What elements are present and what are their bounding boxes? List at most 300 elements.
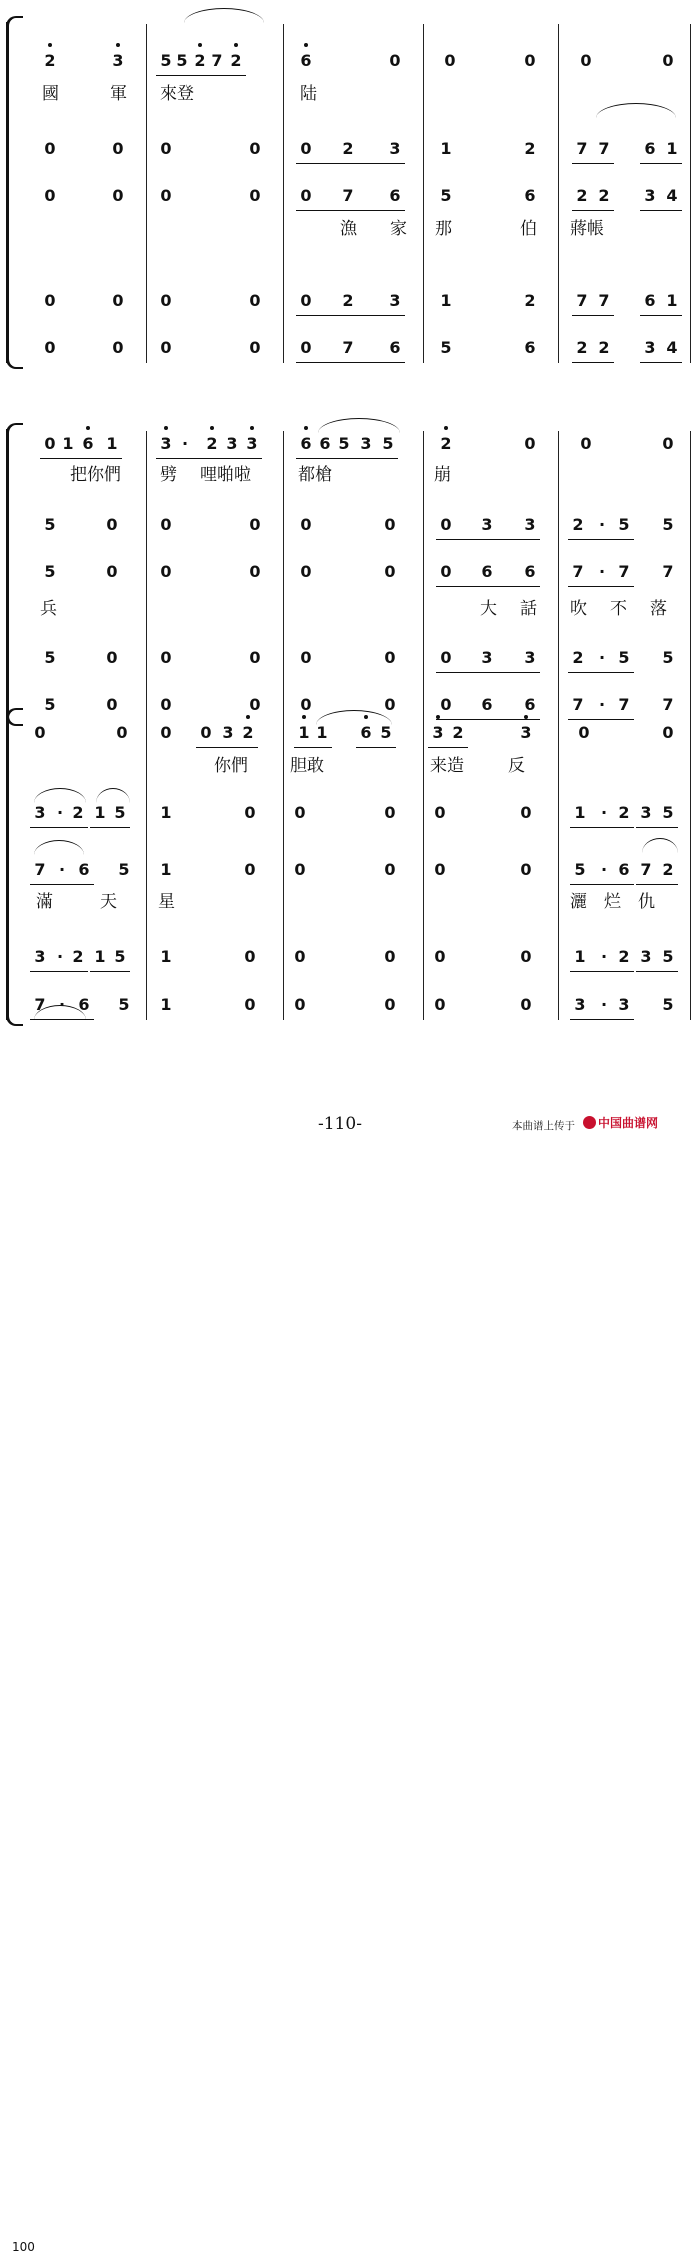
note-3: 3 — [226, 434, 238, 453]
note-0: 0 — [112, 291, 124, 310]
staff-row — [0, 429, 700, 459]
note-dot: · — [58, 860, 66, 879]
staff-row — [0, 181, 700, 211]
note-7: 7 — [598, 291, 610, 310]
note-3: 3 — [481, 648, 493, 667]
beam-underline — [156, 75, 246, 76]
note-2: 2 — [662, 860, 674, 879]
note-2: 2 — [342, 291, 354, 310]
beam-underline — [428, 747, 468, 748]
beam-underline — [196, 747, 258, 748]
note-5: 5 — [662, 648, 674, 667]
note-2: 2 — [598, 186, 610, 205]
note-2: 2 — [434, 429, 458, 459]
note-3: 3 — [524, 515, 536, 534]
note-0: 0 — [294, 860, 306, 879]
note-1: 1 — [440, 291, 452, 310]
note-0: 0 — [160, 695, 172, 714]
note-6: 6 — [524, 186, 536, 205]
lyric-word: 家 — [390, 219, 407, 239]
note-7: 7 — [576, 291, 588, 310]
note-dot: · — [56, 803, 64, 822]
note-dot: · — [600, 860, 608, 879]
lyric-word: 灑 — [570, 892, 587, 912]
note-0: 0 — [112, 338, 124, 357]
note-3: 3 — [426, 718, 450, 748]
note-0: 0 — [160, 186, 172, 205]
lyric-word: 那 — [435, 219, 452, 239]
lyric-word: 不 — [610, 599, 627, 619]
beam-underline — [296, 163, 405, 164]
beam-underline — [572, 210, 614, 211]
note-7: 7 — [640, 860, 652, 879]
note-1: 1 — [316, 723, 328, 742]
note-0: 0 — [249, 562, 261, 581]
note-6: 6 — [389, 186, 401, 205]
note-0: 0 — [384, 695, 396, 714]
note-0: 0 — [44, 291, 56, 310]
note-5: 5 — [160, 51, 172, 70]
note-0: 0 — [249, 338, 261, 357]
note-0: 0 — [384, 648, 396, 667]
note-7: 7 — [572, 562, 584, 581]
beam-underline — [640, 210, 682, 211]
note-2: 2 — [524, 291, 536, 310]
note-2: 2 — [224, 46, 248, 76]
note-6: 6 — [481, 695, 493, 714]
note-6: 6 — [78, 860, 90, 879]
note-5: 5 — [114, 803, 126, 822]
note-1: 1 — [106, 434, 118, 453]
slur-mark — [318, 418, 400, 433]
note-3: 3 — [106, 46, 130, 76]
note-2: 2 — [576, 186, 588, 205]
note-3: 3 — [154, 429, 178, 459]
note-7: 7 — [34, 860, 46, 879]
note-2: 2 — [72, 947, 84, 966]
staff-row — [0, 643, 700, 673]
lyric-word: 軍 — [110, 84, 127, 104]
note-0: 0 — [106, 515, 118, 534]
beam-underline — [640, 362, 682, 363]
lyric-word: 烂 — [604, 892, 621, 912]
note-3: 3 — [640, 947, 652, 966]
note-dot: · — [181, 434, 189, 453]
note-1: 1 — [160, 995, 172, 1014]
note-0: 0 — [300, 139, 312, 158]
note-5: 5 — [382, 434, 394, 453]
lyric-word: 劈 — [160, 465, 177, 485]
note-3: 3 — [222, 723, 234, 742]
note-2: 2 — [236, 718, 260, 748]
note-3: 3 — [240, 429, 264, 459]
note-7: 7 — [342, 338, 354, 357]
note-2: 2 — [72, 803, 84, 822]
note-0: 0 — [44, 186, 56, 205]
note-5: 5 — [574, 860, 586, 879]
note-0: 0 — [249, 695, 261, 714]
lyric-word: 伯 — [520, 219, 537, 239]
note-dot: · — [58, 995, 66, 1014]
note-0: 0 — [434, 995, 446, 1014]
note-0: 0 — [300, 648, 312, 667]
beam-underline — [568, 539, 634, 540]
note-3: 3 — [618, 995, 630, 1014]
beam-underline — [356, 747, 396, 748]
site-logo-text: 中国曲谱网 — [598, 1116, 659, 1130]
beam-underline — [30, 827, 88, 828]
note-0: 0 — [520, 995, 532, 1014]
note-0: 0 — [300, 291, 312, 310]
note-5: 5 — [118, 995, 130, 1014]
staff-row — [0, 557, 700, 587]
note-3: 3 — [360, 434, 372, 453]
note-0: 0 — [580, 51, 592, 70]
note-6: 6 — [319, 434, 331, 453]
note-6: 6 — [389, 338, 401, 357]
note-6: 6 — [294, 46, 318, 76]
note-0: 0 — [249, 648, 261, 667]
lyrics-line — [0, 461, 700, 489]
note-1: 1 — [94, 947, 106, 966]
note-1: 1 — [160, 860, 172, 879]
note-0: 0 — [244, 947, 256, 966]
beam-underline — [436, 586, 540, 587]
note-0: 0 — [244, 995, 256, 1014]
staff-row — [0, 990, 700, 1020]
note-3: 3 — [481, 515, 493, 534]
note-0: 0 — [249, 186, 261, 205]
note-1: 1 — [94, 803, 106, 822]
note-0: 0 — [662, 434, 674, 453]
note-5: 5 — [338, 434, 350, 453]
staff-row — [0, 286, 700, 316]
system-3 — [0, 710, 700, 1105]
note-3: 3 — [34, 947, 46, 966]
note-5: 5 — [618, 515, 630, 534]
note-1: 1 — [160, 803, 172, 822]
staff-row — [0, 333, 700, 363]
beam-underline — [640, 315, 682, 316]
note-6: 6 — [644, 139, 656, 158]
note-3: 3 — [389, 291, 401, 310]
note-5: 5 — [118, 860, 130, 879]
note-0: 0 — [294, 803, 306, 822]
note-0: 0 — [524, 51, 536, 70]
note-3: 3 — [574, 995, 586, 1014]
note-2: 2 — [572, 648, 584, 667]
lyric-word: 星 — [158, 892, 175, 912]
note-0: 0 — [244, 860, 256, 879]
note-3: 3 — [644, 186, 656, 205]
note-5: 5 — [44, 562, 56, 581]
beam-underline — [90, 971, 130, 972]
note-3: 3 — [644, 338, 656, 357]
note-3: 3 — [640, 803, 652, 822]
note-6: 6 — [78, 995, 90, 1014]
note-2: 2 — [524, 139, 536, 158]
note-2: 2 — [342, 139, 354, 158]
lyric-word: 國 — [42, 84, 59, 104]
note-6: 6 — [76, 429, 100, 459]
note-0: 0 — [244, 803, 256, 822]
lyrics-line — [0, 595, 700, 623]
note-0: 0 — [662, 51, 674, 70]
system-1 — [0, 18, 700, 357]
note-0: 0 — [440, 648, 452, 667]
beam-underline — [636, 971, 678, 972]
note-0: 0 — [300, 186, 312, 205]
note-7: 7 — [211, 51, 223, 70]
note-5: 5 — [44, 515, 56, 534]
note-5: 5 — [662, 515, 674, 534]
lyric-word: 吹 — [570, 599, 587, 619]
note-2: 2 — [576, 338, 588, 357]
note-0: 0 — [384, 562, 396, 581]
lyrics-line — [0, 752, 700, 780]
note-0: 0 — [160, 338, 172, 357]
note-3: 3 — [514, 718, 538, 748]
note-0: 0 — [106, 562, 118, 581]
lyric-word: 崩 — [434, 465, 451, 485]
note-5: 5 — [618, 648, 630, 667]
note-dot: · — [600, 803, 608, 822]
note-0: 0 — [200, 723, 212, 742]
note-dot: · — [600, 947, 608, 966]
beam-underline — [90, 827, 130, 828]
beam-underline — [30, 884, 94, 885]
note-1: 1 — [292, 718, 316, 748]
beam-underline — [570, 971, 634, 972]
beam-underline — [636, 884, 678, 885]
note-7: 7 — [572, 695, 584, 714]
note-6: 6 — [524, 695, 536, 714]
lyric-word: 来造 — [430, 756, 464, 776]
note-1: 1 — [574, 803, 586, 822]
note-5: 5 — [440, 338, 452, 357]
lyric-word: 反 — [508, 756, 525, 776]
note-0: 0 — [300, 695, 312, 714]
note-0: 0 — [300, 338, 312, 357]
slur-mark — [184, 8, 264, 23]
beam-underline — [436, 672, 540, 673]
lyric-word: 大 — [480, 599, 497, 619]
note-0: 0 — [384, 995, 396, 1014]
note-0: 0 — [112, 186, 124, 205]
note-1: 1 — [574, 947, 586, 966]
lyrics-line — [0, 80, 700, 108]
note-dot: · — [598, 695, 606, 714]
note-6: 6 — [644, 291, 656, 310]
note-0: 0 — [434, 803, 446, 822]
note-7: 7 — [34, 995, 46, 1014]
note-0: 0 — [112, 139, 124, 158]
note-1: 1 — [666, 139, 678, 158]
note-0: 0 — [44, 434, 56, 453]
lyric-word: 滿 — [36, 892, 53, 912]
beam-underline — [570, 884, 634, 885]
note-5: 5 — [44, 648, 56, 667]
note-0: 0 — [160, 562, 172, 581]
staff-row — [0, 855, 700, 885]
beam-underline — [640, 163, 682, 164]
note-2: 2 — [200, 429, 224, 459]
note-0: 0 — [116, 723, 128, 742]
lyrics-line — [0, 888, 700, 916]
staff-row — [0, 510, 700, 540]
lyric-word: 你們 — [214, 756, 248, 776]
note-2: 2 — [452, 723, 464, 742]
corner-page-number: 100 — [12, 2240, 35, 2254]
note-5: 5 — [662, 995, 674, 1014]
system-2 — [0, 425, 700, 715]
note-5: 5 — [44, 695, 56, 714]
note-0: 0 — [434, 860, 446, 879]
note-7: 7 — [598, 139, 610, 158]
note-2: 2 — [572, 515, 584, 534]
beam-underline — [636, 827, 678, 828]
note-0: 0 — [389, 51, 401, 70]
note-6: 6 — [354, 718, 378, 748]
note-3: 3 — [524, 648, 536, 667]
note-0: 0 — [520, 860, 532, 879]
lyric-word: 兵 — [40, 599, 57, 619]
note-1: 1 — [62, 434, 74, 453]
lyric-word: 把你們 — [70, 465, 121, 485]
note-0: 0 — [300, 562, 312, 581]
note-0: 0 — [384, 947, 396, 966]
note-0: 0 — [440, 515, 452, 534]
lyrics-line — [0, 215, 700, 243]
note-2: 2 — [618, 947, 630, 966]
note-dot: · — [598, 648, 606, 667]
beam-underline — [294, 747, 332, 748]
beam-underline — [570, 1019, 634, 1020]
note-0: 0 — [160, 139, 172, 158]
note-1: 1 — [160, 947, 172, 966]
note-0: 0 — [384, 860, 396, 879]
note-4: 4 — [666, 186, 678, 205]
lyric-word: 哩啪啦 — [200, 465, 251, 485]
note-5: 5 — [380, 723, 392, 742]
page-footer — [0, 1110, 700, 2254]
staff-row — [0, 942, 700, 972]
note-dot: · — [598, 562, 606, 581]
beam-underline — [296, 210, 405, 211]
note-0: 0 — [580, 434, 592, 453]
note-5: 5 — [662, 947, 674, 966]
note-6: 6 — [481, 562, 493, 581]
note-3: 3 — [389, 139, 401, 158]
note-7: 7 — [576, 139, 588, 158]
note-5: 5 — [440, 186, 452, 205]
beam-underline — [568, 586, 634, 587]
note-0: 0 — [106, 695, 118, 714]
lyric-word: 話 — [520, 599, 537, 619]
lyric-word: 落 — [650, 599, 667, 619]
note-dot: · — [600, 995, 608, 1014]
lyric-word: 漁 — [340, 219, 357, 239]
note-0: 0 — [384, 803, 396, 822]
lyric-word: 蔣帳 — [570, 219, 604, 239]
note-0: 0 — [524, 434, 536, 453]
note-6: 6 — [294, 429, 318, 459]
note-0: 0 — [44, 338, 56, 357]
page-number: -110- — [318, 1114, 362, 1134]
note-0: 0 — [160, 291, 172, 310]
staff-row — [0, 134, 700, 164]
note-6: 6 — [618, 860, 630, 879]
note-5: 5 — [176, 51, 188, 70]
lyric-word: 來登 — [160, 84, 194, 104]
lyric-word: 仇 — [638, 892, 655, 912]
lyric-word: 陆 — [300, 84, 317, 104]
lyric-word: 都槍 — [298, 465, 332, 485]
note-0: 0 — [578, 723, 590, 742]
note-0: 0 — [444, 51, 456, 70]
site-logo-icon — [583, 1116, 596, 1129]
note-5: 5 — [114, 947, 126, 966]
lyric-word: 胆敢 — [290, 756, 324, 776]
note-3: 3 — [34, 803, 46, 822]
note-0: 0 — [44, 139, 56, 158]
note-1: 1 — [440, 139, 452, 158]
beam-underline — [296, 458, 398, 459]
note-0: 0 — [106, 648, 118, 667]
note-2: 2 — [38, 46, 62, 76]
beam-underline — [570, 827, 634, 828]
note-2: 2 — [598, 338, 610, 357]
note-7: 7 — [662, 695, 674, 714]
source-credit: 本曲谱上传于 — [512, 1120, 575, 1132]
note-6: 6 — [524, 338, 536, 357]
beam-underline — [572, 315, 614, 316]
note-5: 5 — [662, 803, 674, 822]
note-0: 0 — [300, 515, 312, 534]
note-0: 0 — [384, 515, 396, 534]
note-6: 6 — [524, 562, 536, 581]
note-0: 0 — [440, 695, 452, 714]
note-0: 0 — [249, 291, 261, 310]
staff-row — [0, 46, 700, 76]
note-7: 7 — [618, 562, 630, 581]
note-0: 0 — [160, 648, 172, 667]
note-0: 0 — [520, 947, 532, 966]
note-2: 2 — [618, 803, 630, 822]
note-0: 0 — [294, 947, 306, 966]
note-0: 0 — [249, 515, 261, 534]
note-0: 0 — [34, 723, 46, 742]
lyric-word: 天 — [100, 892, 117, 912]
beam-underline — [572, 163, 614, 164]
note-7: 7 — [618, 695, 630, 714]
beam-underline — [296, 362, 405, 363]
note-0: 0 — [160, 515, 172, 534]
note-0: 0 — [520, 803, 532, 822]
note-0: 0 — [294, 995, 306, 1014]
note-7: 7 — [342, 186, 354, 205]
note-0: 0 — [440, 562, 452, 581]
beam-underline — [568, 672, 634, 673]
note-dot: · — [598, 515, 606, 534]
note-0: 0 — [160, 723, 172, 742]
note-4: 4 — [666, 338, 678, 357]
beam-underline — [40, 458, 122, 459]
note-1: 1 — [666, 291, 678, 310]
beam-underline — [436, 539, 540, 540]
note-7: 7 — [662, 562, 674, 581]
note-0: 0 — [434, 947, 446, 966]
